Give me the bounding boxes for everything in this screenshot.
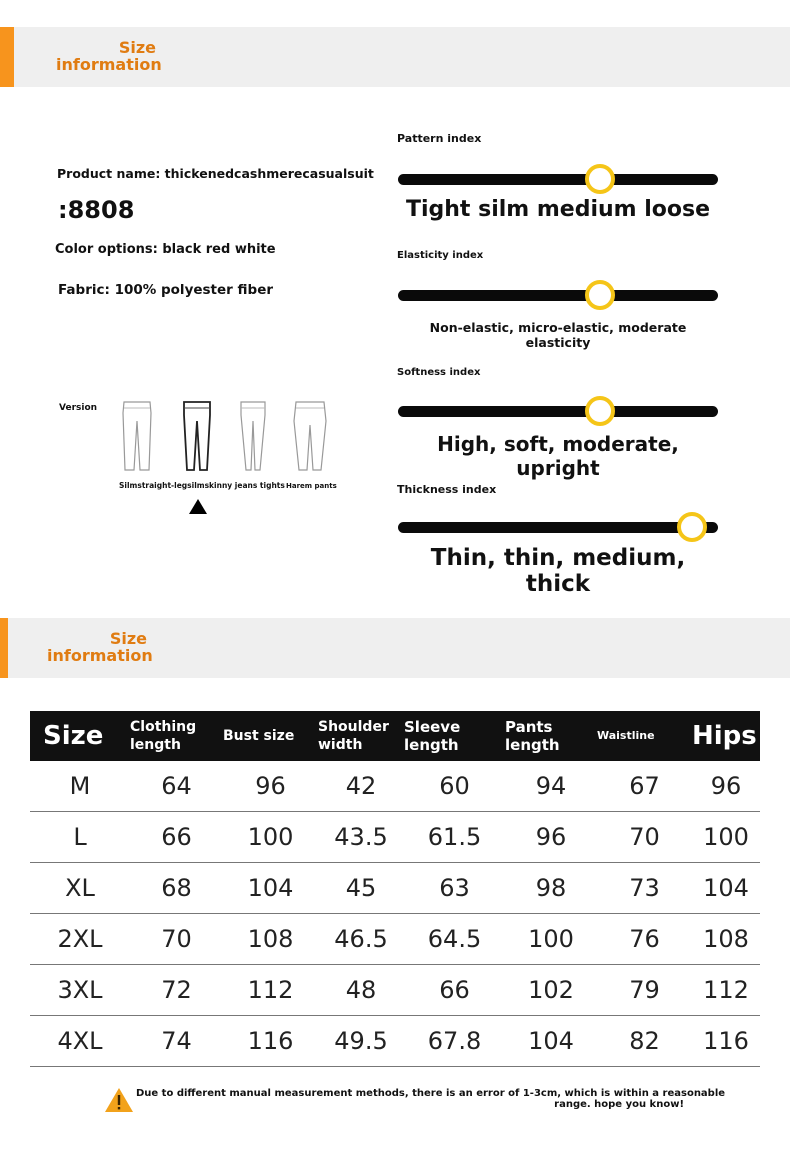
header-pants-length: Pants length [505, 711, 597, 761]
cell-pants-length: 100 [505, 914, 597, 965]
cell-hips: 108 [692, 914, 760, 965]
cell-hips: 96 [692, 761, 760, 812]
cell-clothing-length: 72 [130, 965, 223, 1016]
section-title: Size information [47, 629, 153, 665]
table-row [30, 761, 760, 812]
cell-sleeve: 64.5 [404, 914, 505, 965]
cell-clothing-length: 70 [130, 914, 223, 965]
softness-index-label: High, soft, moderate, upright [437, 432, 679, 480]
cell-sleeve: 61.5 [404, 812, 505, 863]
header-size: Size [30, 711, 130, 761]
cell-pants-length: 104 [505, 1016, 597, 1067]
cell-clothing-length: 66 [130, 812, 223, 863]
cell-shoulder: 48 [318, 965, 404, 1016]
table-row [30, 863, 760, 914]
cell-waistline: 76 [597, 914, 692, 965]
elasticity-index-title: Elasticity index [397, 250, 484, 261]
cell-bust: 100 [223, 812, 318, 863]
pattern-index-knob [585, 164, 615, 194]
cell-sleeve: 67.8 [404, 1016, 505, 1067]
cell-hips: 100 [692, 812, 760, 863]
cell-pants-length: 96 [505, 812, 597, 863]
cell-sleeve: 60 [404, 761, 505, 812]
cell-pants-length: 94 [505, 761, 597, 812]
cell-pants-length: 102 [505, 965, 597, 1016]
cell-waistline: 67 [597, 761, 692, 812]
fabric: Fabric: 100% polyester fiber [58, 282, 274, 298]
harem-caption: Harem pants [286, 482, 337, 490]
cell-clothing-length: 68 [130, 863, 223, 914]
pants-straight-icon [120, 399, 154, 473]
header-shoulder-width: Shoulder width [318, 711, 404, 761]
cell-bust: 116 [223, 1016, 318, 1067]
accent-bar [0, 618, 8, 678]
table-row [30, 965, 760, 1016]
thickness-index-track [398, 522, 718, 533]
version-label: Version [59, 403, 98, 413]
selected-triangle-icon [189, 499, 207, 514]
cell-bust: 104 [223, 863, 318, 914]
pattern-index-title: Pattern index [397, 132, 482, 145]
thickness-index-label: Thin, thin, medium, thick [430, 545, 686, 597]
cell-size: 2XL [30, 914, 130, 965]
cell-hips: 104 [692, 863, 760, 914]
cell-waistline: 70 [597, 812, 692, 863]
softness-index-knob [585, 396, 615, 426]
header-hips: Hips [692, 711, 760, 761]
cell-sleeve: 63 [404, 863, 505, 914]
elasticity-index-knob [585, 280, 615, 310]
pattern-index-track [398, 174, 718, 185]
accent-bar [0, 27, 14, 87]
cell-shoulder: 46.5 [318, 914, 404, 965]
table-header-row [30, 711, 760, 761]
cell-clothing-length: 74 [130, 1016, 223, 1067]
elasticity-index-track [398, 290, 718, 301]
warning-icon [104, 1087, 134, 1113]
cell-size: M [30, 761, 130, 812]
section-header-top [0, 27, 790, 87]
section-title: Size information [56, 38, 162, 74]
cell-size: 4XL [30, 1016, 130, 1067]
cell-size: XL [30, 863, 130, 914]
section-header-sizes [0, 618, 790, 678]
cell-shoulder: 42 [318, 761, 404, 812]
cell-shoulder: 43.5 [318, 812, 404, 863]
cell-hips: 116 [692, 1016, 760, 1067]
cell-bust: 108 [223, 914, 318, 965]
cell-size: 3XL [30, 965, 130, 1016]
product-name: Product name: thickenedcashmerecasualsuit [57, 166, 374, 181]
elasticity-index-label: Non-elastic, micro-elastic, moderate elasticity [429, 320, 687, 350]
header-bust-size: Bust size [223, 711, 318, 761]
table-row [30, 812, 760, 863]
pants-slim-icon [180, 399, 214, 473]
version-styles-caption: Silmstraight-legsilmskinny jeans tights [119, 481, 285, 490]
pants-harem-icon [291, 399, 329, 473]
product-code: :8808 [58, 196, 135, 224]
cell-hips: 112 [692, 965, 760, 1016]
table-row [30, 1016, 760, 1067]
pants-skinny-icon [236, 399, 270, 473]
cell-sleeve: 66 [404, 965, 505, 1016]
cell-clothing-length: 64 [130, 761, 223, 812]
cell-shoulder: 49.5 [318, 1016, 404, 1067]
header-clothing-length: Clothing length [130, 711, 223, 761]
pattern-index-label: Tight silm medium loose [405, 197, 711, 222]
cell-pants-length: 98 [505, 863, 597, 914]
measurement-note: Due to different manual measurement methods, there is an error of 1-3cm, which is within a reasonable range. hope you know! [136, 1088, 726, 1110]
thickness-index-knob [677, 512, 707, 542]
cell-size: L [30, 812, 130, 863]
thickness-index-title: Thickness index [397, 483, 497, 496]
cell-waistline: 73 [597, 863, 692, 914]
cell-bust: 96 [223, 761, 318, 812]
cell-shoulder: 45 [318, 863, 404, 914]
softness-index-track [398, 406, 718, 417]
cell-waistline: 82 [597, 1016, 692, 1067]
header-sleeve-length: Sleeve length [404, 711, 505, 761]
cell-waistline: 79 [597, 965, 692, 1016]
softness-index-title: Softness index [397, 367, 481, 378]
table-row [30, 914, 760, 965]
cell-bust: 112 [223, 965, 318, 1016]
size-table [30, 711, 760, 1067]
header-waistline: Waistline [597, 711, 692, 761]
color-options: Color options: black red white [55, 242, 276, 257]
